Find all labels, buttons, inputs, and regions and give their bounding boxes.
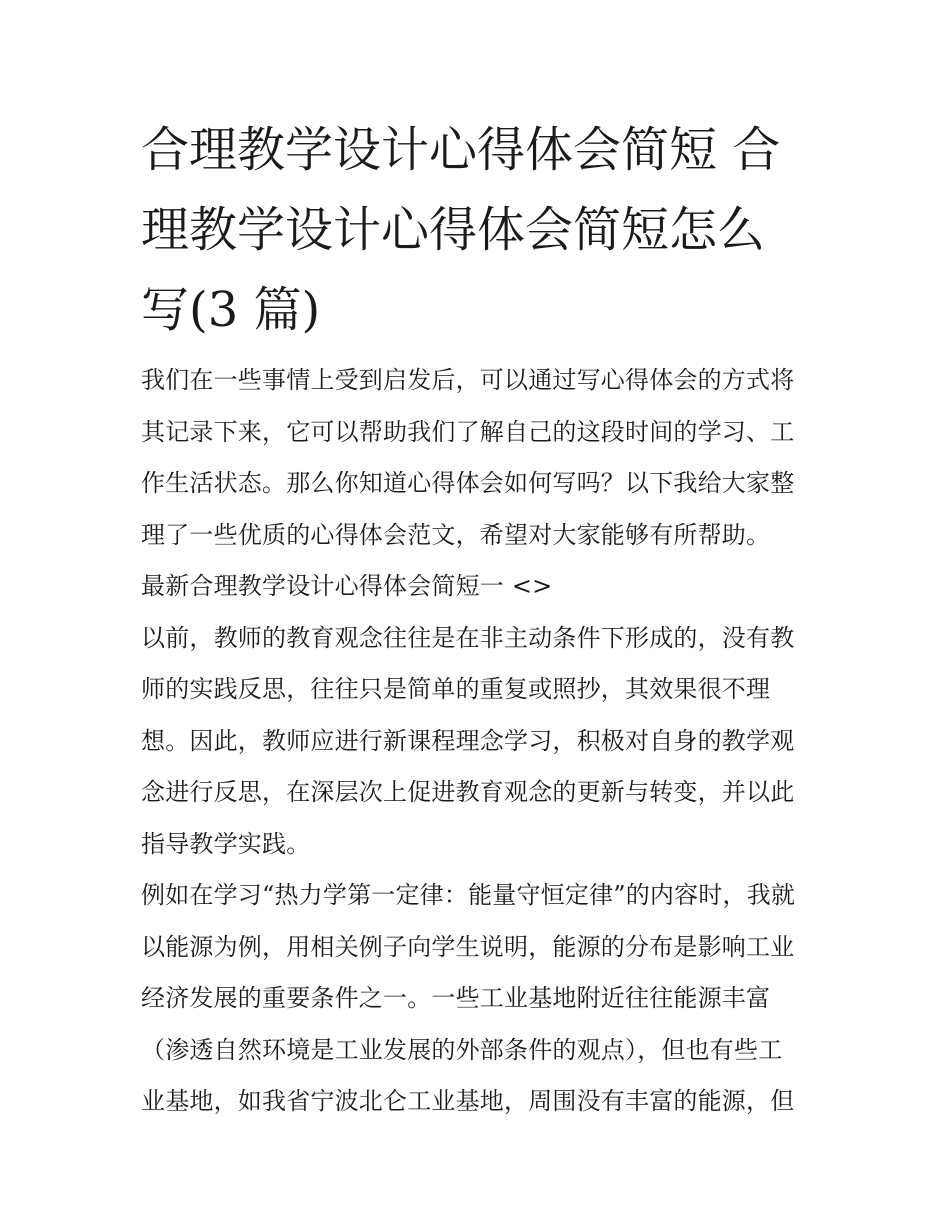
paragraph-line: 指导教学实践。 [141, 829, 311, 858]
intro-line: 其记录下来，它可以帮助我们了解自己的这段时间的学习、工 [141, 417, 795, 446]
paragraph-line: 经济发展的重要条件之一。一些工业基地附近往往能源丰富 [141, 984, 771, 1012]
paragraph-line: 念进行反思，在深层次上促进教育观念的更新与转变，并以此 [141, 778, 795, 806]
title-line: 理教学设计心得体会简短怎么 [141, 202, 766, 258]
title-line: 写(3 篇) [141, 282, 321, 338]
paragraph-line: 师的实践反思，往往只是简单的重复或照抄，其效果很不理 [141, 675, 771, 703]
intro-line: 作生活状态。那么你知道心得体会如何写吗？以下我给大家整 [141, 469, 795, 497]
paragraph-line: 例如在学习“热力学第一定律：能量守恒定律”的内容时，我就 [141, 881, 796, 909]
paragraph-line: 想。因此，教师应进行新课程理念学习，积极对自身的教学观 [141, 726, 795, 755]
document-body [141, 355, 821, 1128]
title-line: 合理教学设计心得体会简短 合 [141, 122, 781, 178]
paragraph-line: 以前，教师的教育观念往往是在非主动条件下形成的，没有教 [141, 623, 795, 652]
paragraph-line: 以能源为例，用相关例子向学生说明，能源的分布是影响工业 [141, 932, 795, 961]
paragraph-line: （渗透自然环境是工业发展的外部条件的观点），但也有些工 [141, 1035, 783, 1064]
intro-line: 我们在一些事情上受到启发后，可以通过写心得体会的方式将 [141, 366, 795, 394]
paragraph-line: 业基地，如我省宁波北仑工业基地，周围没有丰富的能源，但 [141, 1087, 795, 1115]
section-heading: 最新合理教学设计心得体会简短一 <> [141, 572, 553, 600]
document-title [141, 110, 821, 350]
intro-line: 理了一些优质的心得体会范文，希望对大家能够有所帮助。 [141, 520, 771, 549]
